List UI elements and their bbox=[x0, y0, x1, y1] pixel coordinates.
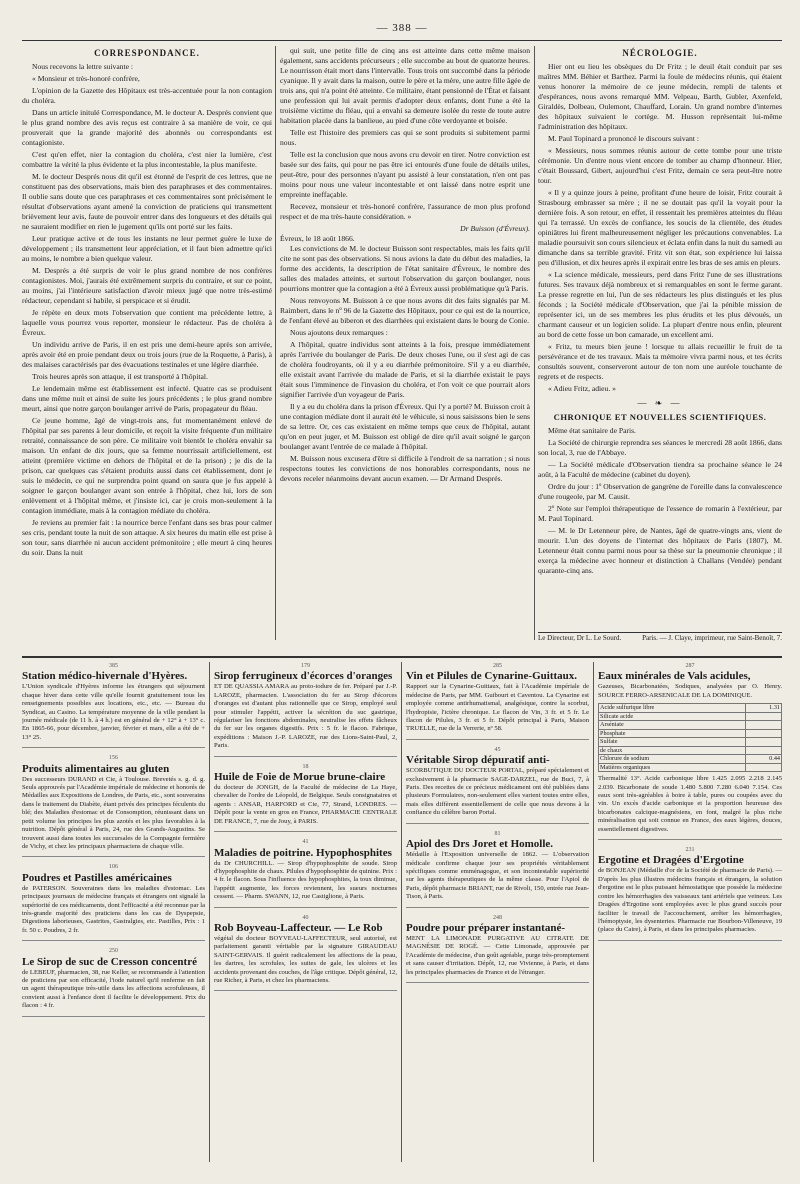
letter-paragraph: Telle est l'histoire des premiers cas qui se sont produits si subitement parmi nous. bbox=[280, 128, 530, 147]
analysis-value bbox=[746, 712, 782, 721]
analysis-value bbox=[746, 721, 782, 730]
ad-title: Huile de Foie de Morue brune-claire bbox=[214, 771, 386, 784]
printer-credit: Paris. — J. Claye, imprimeur, rue Saint-Benoît, 7. bbox=[642, 634, 782, 642]
ad-body: SCORBUTIQUE DU DOCTEUR PORTAL, préparé spécialement et exclusivement à la pharmacie SAGE-DARZEL, rue de Buci, 7, à Paris. Des recettes de ce précieux médicament ont été publiées dans plusieurs Formulaires, non-seulement elles varient toutes entre elles, mais elles diffèrent essentiellement de celle que nous devons à la confiance du célèbre baron Portal. bbox=[406, 767, 589, 817]
advertisement bbox=[22, 754, 205, 857]
letter-paragraph: qui suit, une petite fille de cinq ans est atteinte dans cette même maison également, sans accidents précurseurs ; elle succombe au bout de quatorze heures. Le nourrisson était mort dans l'intervalle. Tous trois ont succombé dans la période cyanique. Il y avait dans la maison, outre le père et la mère, une autre fille âgée de trois ans, qui n'a point été atteinte. Ce militaire, étant pensionné de l'État et faisant une profession qui lui avait permis d'adopter deux enfants, dont l'une a été la troisième victime du fléau, qui a envahi sa demeure isolée du reste de toute autre habitation placée dans la banlieue, au pied d'une côte verdoyante et boisée. bbox=[280, 46, 530, 125]
letter-continuation-column bbox=[280, 46, 530, 640]
analysis-value bbox=[746, 746, 782, 755]
director-credit: Le Directeur, Dr L. Le Sourd. bbox=[538, 634, 622, 642]
ad-number: 285 bbox=[493, 663, 502, 669]
ad-title: Sirop ferrugineux d'écorces d'oranges bbox=[214, 670, 393, 683]
advertisement bbox=[214, 914, 397, 992]
ad-title: Rob Boyveau-Laffecteur. — Le Rob bbox=[214, 921, 383, 934]
column-divider bbox=[534, 46, 535, 640]
ads-divider bbox=[209, 662, 210, 1162]
advertisement bbox=[22, 662, 205, 748]
analysis-value bbox=[746, 738, 782, 747]
editor-comment-paragraph: Nous ajoutons deux remarques : bbox=[290, 328, 388, 337]
letter-paragraph: Je reviens au premier fait : la nourrice berce l'enfant dans ses bras pour calmer ses cris, pendant toute la nuit de son attaque. A six heures du matin elle est prise à son tour, sans diarrhée ni aucun accident prémonitoire ; elle meurt à cinq heures du soir. Dans la nuit bbox=[22, 518, 272, 557]
letter-paragraph: Nous recevons la lettre suivante : bbox=[32, 62, 134, 71]
advertisement bbox=[22, 947, 205, 1016]
ad-body: du Dr CHURCHILL. — Sirop d'hypophosphite de soude. Sirop d'hypophosphite de chaux. Pilules d'hypophosphite de quinine. Prix : 4 fr. le flacon. Sous l'influence des hypophosphites, la toux diminue, l'appétit augmente, les forces reviennent, les sueurs nocturnes cessent. — Pharm. SWANN, 12, rue Castiglione, à Paris. bbox=[214, 859, 397, 901]
advertisement bbox=[214, 763, 397, 832]
letter-dateline: Évreux, le 18 août 1866. bbox=[280, 234, 355, 243]
correspondence-heading: CORRESPONDANCE. bbox=[94, 48, 200, 58]
advertisement bbox=[598, 846, 782, 941]
section-ornament: — ❧ — bbox=[637, 398, 683, 408]
ad-body: Gazeuses, Bicarbonatées, Sodiques, analysées par O. Henry. SOURCE FERRO-ARSENICALE DE LA DOMINIQUE. bbox=[598, 683, 782, 699]
ad-number: 18 bbox=[302, 763, 309, 770]
correspondence-column bbox=[22, 46, 272, 640]
necrology-paragraph: Hier ont eu lieu les obsèques du Dr Fritz ; le deuil était conduit par ses maîtres MM. Béhier et Barthez. Parmi la foule de médecins réunis, qui étaient venus honorer la mémoire de ce jeune médecin, rempli de talents et d'espérances, nous avons remarqué MM. Velpeau, Barth, Gubler, Axenfeld, Giraldès, Dolbeau, Oulemont, Chauffard, Lorain. Un grand nombre d'internes des hôpitaux suivaient le cortège. M. Husson représentait lui-même l'administration des hôpitaux. bbox=[538, 62, 782, 131]
editor-comment-paragraph: Nous renvoyons M. Buisson à ce que nous avons dit des faits signalés par M. Raimbert, dans le nº 96 de la Gazette des Hôpitaux, pour ce qui est de la nourrice, de l'enfant élevé au biberon et des diarrhées qui existaient dans le bourg de Conie. bbox=[280, 296, 530, 325]
ad-title: Vin et Pilules de Cynarine-Guittaux. bbox=[406, 670, 578, 683]
ad-number: 81 bbox=[494, 830, 501, 837]
letter-paragraph: Recevez, monsieur et très-honoré confrère, l'assurance de mon plus profond respect et de ma très-haute considération. » bbox=[280, 202, 530, 221]
ad-title: Ergotine et Dragées d'Ergotine bbox=[598, 854, 744, 867]
ad-title: Poudre pour préparer instantané- bbox=[406, 921, 566, 934]
ad-body-continued: Thermalité 13°. Acide carbonique libre 1.425 2.095 2.218 2.145 2.039. Bicarbonate de soude 1.480 5.800 7.280 6.040 7.154. Ces eaux sont très-agréables à boire à table, pures ou coupées avec du vin. Un excès d'acide carbonique et la proportion heureuse des bicarbonates calcique-magnésiens, en font, malgré la plus riche minéralisation qui soit connue en France, des eaux légères, douces, essentiellement digestives. bbox=[598, 775, 782, 833]
letter-paragraph: Dans un article initulé Correspondance, M. le docteur A. Després convient que le plus grand nombre des avis reçus est contraire à sa manière de voir, ce qui prouverait que la grande majorité des abonnés ou correspondants est contagioniste. bbox=[22, 108, 272, 147]
chronique-paragraph: La Société de chirurgie reprendra ses séances le mercredi 28 août 1866, dans son local, 3, rue de l'Abbaye. bbox=[538, 438, 782, 457]
ad-number: 248 bbox=[493, 914, 502, 921]
advertisement bbox=[406, 830, 589, 908]
necrology-paragraph: « Il y a quinze jours à peine, profitant d'une heure de loisir, Fritz courait à Strasbourg embrasser sa mère ; il ne se doutait pas qu'il la voyait pour la dernière fois. A son retour, en effet, il ressentait les premières atteintes du fléau qui l'a terrassé. Un excès de confiance, les soucis de la clientèle, des études opiniâtres lui firent malheureusement négliger les précautions convenables. La maladie poursuivit son cours silencieux et éclata enfin dans la nuit du samedi au dimanche dans sa terrible gravité. Fritz vit son état, son expérience lui laissa peu d'illusion, et dix heures après il expirait entre les bras de ses amis en pleurs. bbox=[538, 188, 782, 267]
ad-number: 45 bbox=[494, 746, 501, 753]
ad-number: 385 bbox=[109, 663, 118, 669]
editor-comment-paragraph: Les convictions de M. le docteur Buisson sont respectables, mais les faits qu'il cite ne sont pas des observations. Si nous avions la date du début des maladies, la forme des accidents, la description de l'état sanitaire d'Évreux, le nombre des salles des malades atteints, et surtout l'observation du garçon boulanger, nous pourrions montrer que la contagion a été à Évreux aussi problématique qu'à Paris. bbox=[280, 244, 530, 293]
chronique-paragraph: — La Société médicale d'Observation tiendra sa prochaine séance le 24 août, à la Faculté de médecine (cabinet du doyen). bbox=[538, 460, 782, 479]
advertisement bbox=[598, 662, 782, 840]
letter-paragraph: Ce jeune homme, âgé de vingt-trois ans, fut momentanément enlevé de l'hôpital par ses parents à leur domicile, et reçoit la visite fréquente d'un militaire retraité, connaissance de son père. Ce militaire voit bientôt le choléra envahir sa maison. Un enfant de dix jours, que sa femme nourrissait artificiellement, est atteint (première victime en dehors de l'hôpital et de la prison) ; je dis de la prison, car quelques cas s'étaient produits aussi dans cet établissement, dont je suis le médecin, ce qui ne surprendra point quand on saura que je fus appelé à soigner le garçon boulanger avant son entrée à l'hôpital, chez lui, lors de son enlèvement et à l'hôpital même, et j'insiste ici, car je crois mon-seulement à la contagion immédiate, mais à la contagion médiate du choléra. bbox=[22, 416, 272, 515]
letter-paragraph: M. Després a été surpris de voir le plus grand nombre de nos confrères contagionistes. Moi, j'aurais été extrêmement surpris du contraire, et sur ce point, au moins, j'ai l'intérieure satisfaction d'avoir mieux jugé que notre très-estimé rédacteur, cependant si habile, si perspicace et si érudit. bbox=[22, 266, 272, 305]
ad-title: Eaux minérales de Vals acidules, bbox=[598, 670, 751, 683]
ad-body: Médaille à l'Exposition universelle de 1862. — L'observation médicale confirme chaque jour ses propriétés véritablement spécifiques comme emménagogue, et son incontestable supériorité sur les agents thérapeutiques de la même classe. Pour l'Apiol de Paris, dépôt pharmacie BRIANT, rue de Rivoli, 150, entrée rue Jean-Tison, à Paris. bbox=[406, 851, 589, 901]
letter-paragraph: Un individu arrive de Paris, il en est pris une demi-heure après son arrivée, après avoir été en proie pendant deux ou trois jours (rue de la Roquette, à Paris), à des malaises caractérisés par des évacuations testinales et une légère diarrhée. bbox=[22, 340, 272, 369]
necrology-heading: NÉCROLOGIE. bbox=[622, 48, 698, 58]
advertisement bbox=[406, 746, 589, 824]
ad-body: végétal du docteur BOYVEAU-LAFFECTEUR, seul autorisé, est parfaitement garanti véritable par la signature GIRAUDEAU SAINT-GERVAIS. Il guérit radicalement les affections de la peau, les dartres, les scrofules, les suites de gale, les ulcères et les accidents provenant des couches, de l'âge critique. Dépôt général, 12, rue Richer, à Paris, et chez les pharmaciens. bbox=[214, 934, 397, 984]
footer-rule bbox=[538, 632, 782, 633]
ads-column-1 bbox=[22, 662, 205, 1162]
analysis-row bbox=[599, 738, 782, 747]
letter-paragraph: C'est qu'en effet, nier la contagion du choléra, c'est nier la lumière, c'est combattre la vérité la plus évidente et la plus incontestable, la plus manifeste. bbox=[22, 150, 272, 169]
ad-number: 231 bbox=[685, 847, 695, 854]
editor-comment-paragraph: A l'hôpital, quatre individus sont atteints à la fois, presque immédiatement après l'arrivée du boulanger de Paris. De deux choses l'une, ou il s'est agi de cas de choléra foudroyants, où il y a eu diarrhée prémonitoire. S'il y a eu diarrhée, elle existait avant l'arrivée du malade de Paris, et si la diarrhée existait le pays était sous l'imminence de l'invasion du choléra, et l'on voit ce que pourrait alors signifier l'arrivée d'un voyageur de Paris. bbox=[280, 340, 530, 399]
ads-divider bbox=[593, 662, 594, 1162]
ad-body: Rapport sur la Cynarine-Guittaux, fait à l'Académie impériale de médecine de Paris, par MM. Guibourt et Caventou. La Cynarine est employée comme antirhumatismal, analgésique, contre la scorbut, l'hydropisie, l'ictère chronique. Le flacon de Vin, 3 fr. et 5 fr. Le flacon de Pilules, 3 fr. et 5 fr. Dépôt principal à Paris, Maison TRUELLE, rue de la Verrerie, nº 58. bbox=[406, 683, 589, 733]
analysis-label: Matières organiques bbox=[599, 763, 746, 772]
analysis-value: 1.31 bbox=[746, 704, 782, 713]
necrology-paragraph: « Messieurs, nous sommes réunis autour de cette tombe pour une triste cérémonie. Un d'entre nous vient encore de tomber au champ d'honneur. Hier, c'était Boussard, Gibert, aujourd'hui c'est Fritz, demain ce sera peut-être notre tour. bbox=[538, 146, 782, 185]
ad-number: 250 bbox=[109, 948, 118, 955]
ad-number: 106 bbox=[109, 864, 118, 871]
analysis-row bbox=[599, 763, 782, 772]
ad-number: 179 bbox=[301, 663, 310, 669]
letter-paragraph: « Monsieur et très-honoré confrère, bbox=[32, 74, 140, 83]
ad-number: 40 bbox=[302, 914, 309, 921]
analysis-label: Acide sulfurique libre bbox=[599, 704, 746, 713]
editor-comment-paragraph: Il y a eu du choléra dans la prison d'Évreux. Qui l'y a porté? M. Buisson croit à une contagion médiate dont il aurait été le véhicule, si nous saisissons bien le sens de sa lettre. Or, ces cas existaient en même temps que ceux de l'hôpital, autant qu'on en peut juger, et M. Buisson est obligé de dire qu'il avait soigné le garçon boulanger avant l'entrée de ce malade à l'hôpital. bbox=[280, 402, 530, 451]
analysis-row bbox=[599, 729, 782, 738]
column-divider bbox=[275, 46, 276, 640]
ad-title: Produits alimentaires au gluten bbox=[22, 762, 170, 775]
ad-title: Station médico-hivernale d'Hyères. bbox=[22, 670, 188, 683]
analysis-label: Chlorure de sodium bbox=[599, 755, 746, 764]
necrology-paragraph: M. Paul Topinard a prononcé le discours suivant : bbox=[548, 134, 699, 143]
ad-title: Véritable Sirop dépuratif anti- bbox=[406, 754, 550, 767]
ads-column-4 bbox=[598, 662, 782, 1162]
chronique-paragraph: 2º Note sur l'emploi thérapeutique de l'essence de romarin à l'extérieur, par M. Paul Topinard. bbox=[538, 504, 782, 523]
analysis-row bbox=[599, 721, 782, 730]
analysis-row bbox=[599, 746, 782, 755]
analysis-label: Phosphate bbox=[599, 729, 746, 738]
letter-paragraph: L'opinion de la Gazette des Hôpitaux est très-accentuée pour la non contagion du choléra. bbox=[22, 86, 272, 105]
analysis-label: Arséniate bbox=[599, 721, 746, 730]
letter-paragraph: Telle est la conclusion que nous avons cru devoir en tirer. Notre conviction est basée sur des faits, qui pour ne pas être ici entourés d'une foule de détails utiles, peut-être, pour des personnes n'ayant pu assisté à leur constatation, n'en ont pas moins pour nous une valeur incontestable et ont laissé dans notre esprit une empreinte ineffaçable. bbox=[280, 150, 530, 199]
ad-number: 41 bbox=[302, 839, 309, 846]
analysis-row bbox=[599, 712, 782, 721]
analysis-label: Sulfate bbox=[599, 738, 746, 747]
advertisement bbox=[406, 914, 589, 983]
advertisement bbox=[406, 662, 589, 740]
analysis-label: de chaux bbox=[599, 746, 746, 755]
analysis-value: 0.44 bbox=[746, 755, 782, 764]
ad-title: Le Sirop de suc de Cresson concentré bbox=[22, 955, 197, 968]
ad-body: ET DE QUASSIA AMARA au proto-iodure de fer. Préparé par J.-P. LAROZE, pharmacien. L'association du fer au Sirop d'écorces d'oranges est d'autant plus rationnelle que ce Sirop, employé seul pour stimuler l'appétit, activer la sécrétion du suc gastrique, régulariser les fonctions abdominales, neutralise les effets fâcheux du fer sur les organes digestifs. Prix : 5 fr. le flacon. Fabrique, expéditions : Maison J.-P. LAROZE, rue des Lions-Saint-Paul, 2, Paris. bbox=[214, 683, 397, 750]
ads-column-2 bbox=[214, 662, 397, 1162]
letter-paragraph: Le lendemain même est établissement est infecté. Quatre cas se produisent dans une même nuit et ainsi de suite les jours précédents ; le plus grand nombre meurt, ainsi que notre garçon boulanger arrivé de Paris, propagateur du fléau. bbox=[22, 384, 272, 413]
ad-body: du docteur de JONGH, de la Faculté de médecine de La Haye, chevalier de l'ordre de Léopold, de Belgique. Seuls consignataires et agents : ANSAR, HARFORD et Cie, 77, Strand, LONDRES. — Dépôt pour la vente en gros en France, PHARMACIE CENTRALE DE FRANCE, 7, rue de Jouy, à PARIS. bbox=[214, 784, 397, 825]
analysis-row bbox=[599, 755, 782, 764]
chronique-heading: CHRONIQUE ET NOUVELLES SCIENTIFIQUES. bbox=[553, 412, 767, 422]
analysis-row bbox=[599, 704, 782, 713]
letter-signature: Dr Buisson (d'Évreux). bbox=[460, 224, 530, 233]
analysis-table bbox=[598, 703, 782, 772]
analysis-value bbox=[746, 729, 782, 738]
ad-title: Poudres et Pastilles américaines bbox=[22, 871, 172, 884]
advertisement bbox=[214, 838, 397, 907]
letter-paragraph: Trois heures après son attaque, il est transporté à l'hôpital. bbox=[32, 372, 208, 381]
letter-paragraph: M. le docteur Després nous dit qu'il est étonné de l'esprit de ces lettres, que ne constituent pas des observations, mais bien des paraphrases et des commentaires. Il oublie sans doute que ces paraphrases et ces commentaires sont précisément le résultat d'observations ayant amené la conviction de praticiens qui transmettent brièvement leur avis, faute de pouvoir entrer dans des longueurs et des détails qui ne sauraient modifier en rien le jugement qu'ils ont porté sur les faits. bbox=[22, 172, 272, 231]
journal-page bbox=[22, 22, 782, 1162]
advertisement bbox=[214, 662, 397, 757]
advertisement bbox=[22, 863, 205, 941]
top-rule bbox=[22, 40, 782, 41]
analysis-value bbox=[746, 763, 782, 772]
imprint-footer bbox=[538, 634, 782, 642]
ad-title: Maladies de poitrine. Hypophosphites bbox=[214, 846, 392, 859]
ad-title: Apiol des Drs Joret et Homolle. bbox=[406, 838, 554, 851]
necrology-column bbox=[538, 46, 782, 640]
page-number: — 388 — bbox=[376, 22, 428, 34]
ads-divider bbox=[401, 662, 402, 1162]
letter-paragraph: Je répète en deux mots l'observation que contient ma précédente lettre, à laquelle vous pourrez vous reporter, monsieur le rédacteur. Pas de choléra à Évreux. bbox=[22, 308, 272, 337]
ad-body: de BONJEAN (Médaille d'or de la Société de pharmacie de Paris). — D'après les plus illustres médecins français et étrangers, la solution d'ergotine est le plus puissant hémostatique que possède la médecine contre les hémorrhagies des vaisseaux tant artériels que veineux. Les Dragées d'Ergotine sont employées avec le plus grand succès pour faciliter le travail de l'accouchement, arrêter les hémorrhagies, l'hémoptysie, les dysenteries. Pharmacie rue Bourbon-Villeneuve, 19 (place du Caire), à Paris, et dans les principales pharmacies. bbox=[598, 867, 782, 934]
chronique-paragraph: Même état sanitaire de Paris. bbox=[548, 426, 636, 435]
ad-body: MENT LA LIMONADE PURGATIVE AU CITRATE DE MAGNÉSIE DE ROGÉ. — Cette Limonade, approuvée par l'Académie de médecine, d'un goût agréable, purge très-promptement et sans causer d'irritation. Dépôt, 12, rue Vivienne, à Paris, et dans les principales pharmacies de France et de l'étranger. bbox=[406, 934, 589, 976]
advertisements-separator bbox=[22, 656, 782, 658]
chronique-paragraph: — M. le Dr Letenneur père, de Nantes, âgé de quatre-vingts ans, vient de mourir. L'un des doyens de l'internat des hôpitaux de Paris (1807), M. Letenneur était connu parmi nous pour sa thèse sur la pneumonie chronique ; il exerça la médecine avec honneur et distinction à Challans (Vendée) pendant quarante-cinq ans. bbox=[538, 526, 782, 575]
ad-body: de PATERSON. Souveraines dans les maladies d'estomac. Les principaux journaux de médecine français et étrangers ont signalé la supériorité de ces médicaments, dont l'efficacité a été reconnue par la très-grande majorité des praticiens dans les cas de Dyspepsie, Digestions laborieuses, Gastrites, Gastralgies, etc. Pastilles, Prix : 1 fr. 50 c. Poudres, 2 fr. bbox=[22, 884, 205, 934]
analysis-label: Silicate acide bbox=[599, 712, 746, 721]
ad-number: 156 bbox=[109, 755, 118, 762]
chronique-paragraph: Ordre du jour : 1º Observation de gangrène de l'oreille dans la convalescence d'une rougeole, par M. Causit. bbox=[538, 482, 782, 501]
necrology-paragraph: « Fritz, tu meurs bien jeune ! lorsque tu allais recueillir le fruit de ta persévérance et de tes travaux. Mais ta mémoire vivra parmi nous, et tes écrits consultés souvent, conserveront autour de ton nom une auréole touchante de regrets et de respects. bbox=[538, 342, 782, 381]
letter-paragraph: Leur pratique active et de tous les instants ne leur permet guère le luxe de développement ; ils transmettent leur appréciation, et il faut bien admettre qu'ici au moins, le nombre a bien quelque valeur. bbox=[22, 234, 272, 263]
ad-number: 287 bbox=[685, 663, 695, 669]
ad-body: L'Union syndicale d'Hyères informe les étrangers qui séjournent chaque hiver dans cette ville qu'elle fournit gratuitement tous les renseignements possibles aux locations, etc., etc. — Bureau du Syndicat, au Casino. La température moyenne de la ville pendant la journée médicale (de 11 h. à 4 h.) est en général de + 12° à + 13° c. En 1865-66, pour décembre, janvier, février et mars, elle a été de + 13° 25. bbox=[22, 683, 205, 741]
necrology-paragraph: « La science médicale, messieurs, perd dans Fritz l'une de ses illustrations futures. Ses travaux déjà nombreux et si remarquables en sont le ferme garant. La presse regrette en lui, l'un de ses rédacteurs les plus distingués et les plus féconds ; la Société médicale d'Observation, que j'ai la pénible mission de représenter ici, un de ses membres les plus érudits et les plus dévoués, un charmant causeur et un logicien solide. La plupart d'entre nous enfin, pleurent au bord de cette fosse un bon camarade, un excellent ami. bbox=[538, 270, 782, 339]
editor-comment-paragraph: M. Buisson nous excusera d'être si difficile à l'endroit de sa narration ; si nous respectons toutes les convictions de nos honorables correspondants, nous ne devons receler néanmoins devant aucun examen. — Dr Armand Després. bbox=[280, 454, 530, 483]
necrology-paragraph: « Adieu Fritz, adieu. » bbox=[548, 384, 616, 393]
ad-body: Des successeurs DURAND et Cie, à Toulouse. Brevetés s. g. d. g. Seuls approuvés par l'Académie impériale de médecine et honorés de Médailles aux Expositions de Londres, de Paris, etc., sont souverains dans le traitement du Diabète, étant privés des principes féculents du blé; des Maladies d'estomac et de Consomption, réunissant dans un petit volume les principes les plus azotés et les plus favorables à la nutrition. Dépôt général à Paris, 24, rue des Grands-Augustins. Se trouvent aussi dans toutes les succursales de la Compagnie fermière de Vichy, et chez les principaux pharmaciens de chaque ville. bbox=[22, 775, 205, 850]
ad-body: de LEBEUF, pharmacien, 38, rue Keller, se recommande à l'attention de praticiens par son efficacité, l'iode naturel qu'il renferme en fait un agent thérapeutique très-utile dans les affections scrofuleuses, il convient aussi à l'enfance dont il facilite le développement. Prix du flacon : 4 fr. bbox=[22, 968, 205, 1010]
ads-column-3 bbox=[406, 662, 589, 1162]
